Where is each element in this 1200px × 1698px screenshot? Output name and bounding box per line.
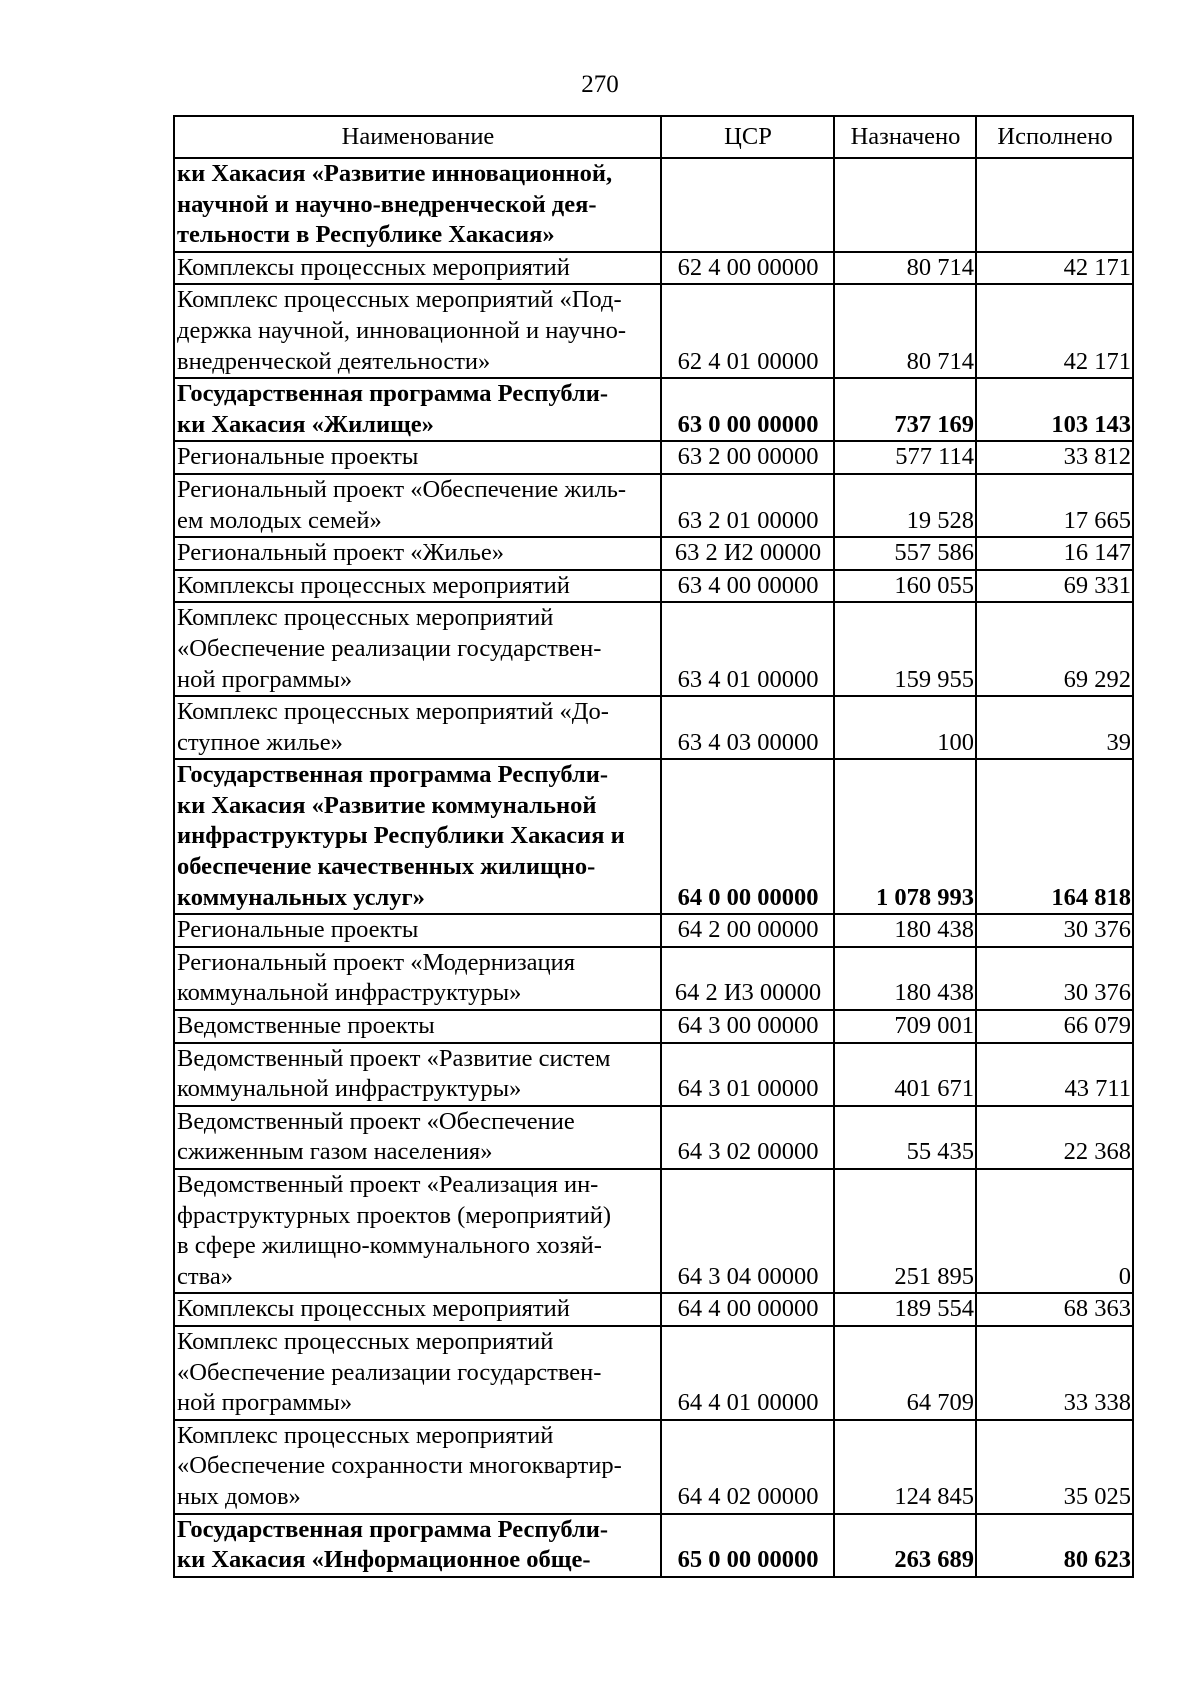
row-executed: 42 171 — [976, 284, 1133, 378]
row-csr: 63 2 01 00000 — [661, 474, 834, 537]
row-executed: 80 623 — [976, 1514, 1133, 1577]
table-row — [174, 914, 1133, 947]
row-name: Ведомственный проект «Обеспечение сжиженным газом населения» — [174, 1106, 661, 1169]
row-name: ки Хакасия «Развитие инновационной, научной и научно-внедренческой дея- тельности в Республике Хакасия» — [174, 158, 661, 252]
row-name: Ведомственный проект «Реализация ин- фраструктурных проектов (мероприятий) в сфере жилищно-коммунального хозяй- ства» — [174, 1169, 661, 1293]
row-executed: 69 331 — [976, 570, 1133, 603]
row-executed: 69 292 — [976, 602, 1133, 696]
row-name: Государственная программа Республи- ки Хакасия «Жилище» — [174, 378, 661, 441]
table-row — [174, 1169, 1133, 1293]
row-csr: 64 4 01 00000 — [661, 1326, 834, 1420]
row-planned: 55 435 — [834, 1106, 976, 1169]
row-planned: 160 055 — [834, 570, 976, 603]
table-row — [174, 252, 1133, 285]
row-executed: 68 363 — [976, 1293, 1133, 1326]
row-executed: 35 025 — [976, 1420, 1133, 1514]
row-planned: 737 169 — [834, 378, 976, 441]
table-row — [174, 158, 1133, 252]
table-row — [174, 1043, 1133, 1106]
row-name: Комплексы процессных мероприятий — [174, 570, 661, 603]
row-planned: 100 — [834, 696, 976, 759]
row-csr: 64 2 00 00000 — [661, 914, 834, 947]
header-row — [174, 116, 1133, 158]
row-planned: 124 845 — [834, 1420, 976, 1514]
row-csr: 64 4 02 00000 — [661, 1420, 834, 1514]
row-planned: 557 586 — [834, 537, 976, 570]
row-planned: 159 955 — [834, 602, 976, 696]
page-number: 270 — [581, 71, 619, 98]
row-csr: 62 4 00 00000 — [661, 252, 834, 285]
row-planned: 80 714 — [834, 252, 976, 285]
table-row — [174, 947, 1133, 1010]
header-executed: Исполнено — [976, 116, 1133, 158]
row-planned: 251 895 — [834, 1169, 976, 1293]
row-executed: 0 — [976, 1169, 1133, 1293]
row-planned: 180 438 — [834, 947, 976, 1010]
row-csr: 62 4 01 00000 — [661, 284, 834, 378]
row-planned: 263 689 — [834, 1514, 976, 1577]
row-executed: 39 — [976, 696, 1133, 759]
row-csr: 63 2 И2 00000 — [661, 537, 834, 570]
table-row — [174, 759, 1133, 914]
row-name: Региональный проект «Обеспечение жиль- ем молодых семей» — [174, 474, 661, 537]
row-planned — [834, 158, 976, 252]
row-csr: 64 3 01 00000 — [661, 1043, 834, 1106]
row-name: Комплекс процессных мероприятий «До- ступное жилье» — [174, 696, 661, 759]
table-row — [174, 1326, 1133, 1420]
row-name: Региональный проект «Жилье» — [174, 537, 661, 570]
row-planned: 189 554 — [834, 1293, 976, 1326]
row-planned: 1 078 993 — [834, 759, 976, 914]
row-csr: 64 3 00 00000 — [661, 1010, 834, 1043]
row-planned: 577 114 — [834, 441, 976, 474]
row-csr: 64 0 00 00000 — [661, 759, 834, 914]
table-row — [174, 284, 1133, 378]
table-row — [174, 441, 1133, 474]
row-planned: 180 438 — [834, 914, 976, 947]
row-csr: 65 0 00 00000 — [661, 1514, 834, 1577]
table-row — [174, 1010, 1133, 1043]
table-row — [174, 1106, 1133, 1169]
table-row — [174, 378, 1133, 441]
row-executed: 103 143 — [976, 378, 1133, 441]
table-row — [174, 602, 1133, 696]
row-csr: 64 3 04 00000 — [661, 1169, 834, 1293]
header-planned: Назначено — [834, 116, 976, 158]
row-name: Ведомственный проект «Развитие систем коммунальной инфраструктуры» — [174, 1043, 661, 1106]
row-name: Комплексы процессных мероприятий — [174, 252, 661, 285]
row-csr: 63 2 00 00000 — [661, 441, 834, 474]
row-name: Комплекс процессных мероприятий «Обеспечение реализации государствен- ной программы» — [174, 602, 661, 696]
row-executed: 33 338 — [976, 1326, 1133, 1420]
row-csr: 63 4 00 00000 — [661, 570, 834, 603]
table-row — [174, 474, 1133, 537]
row-name: Комплекс процессных мероприятий «Под- держка научной, инновационной и научно- внедренческой деятельности» — [174, 284, 661, 378]
row-executed: 30 376 — [976, 914, 1133, 947]
row-csr: 63 4 03 00000 — [661, 696, 834, 759]
row-planned: 401 671 — [834, 1043, 976, 1106]
row-planned: 19 528 — [834, 474, 976, 537]
table-row — [174, 1420, 1133, 1514]
row-executed: 33 812 — [976, 441, 1133, 474]
table-row — [174, 570, 1133, 603]
row-planned: 80 714 — [834, 284, 976, 378]
row-csr — [661, 158, 834, 252]
table-row — [174, 1293, 1133, 1326]
row-csr: 63 0 00 00000 — [661, 378, 834, 441]
row-planned: 709 001 — [834, 1010, 976, 1043]
row-csr: 64 2 И3 00000 — [661, 947, 834, 1010]
row-executed: 66 079 — [976, 1010, 1133, 1043]
row-name: Ведомственные проекты — [174, 1010, 661, 1043]
table-row — [174, 696, 1133, 759]
header-csr: ЦСР — [661, 116, 834, 158]
row-name: Региональные проекты — [174, 914, 661, 947]
row-name: Региональные проекты — [174, 441, 661, 474]
header-name: Наименование — [174, 116, 661, 158]
row-executed — [976, 158, 1133, 252]
row-csr: 64 4 00 00000 — [661, 1293, 834, 1326]
table-row — [174, 537, 1133, 570]
row-csr: 63 4 01 00000 — [661, 602, 834, 696]
budget-table — [173, 115, 1134, 1578]
row-executed: 43 711 — [976, 1043, 1133, 1106]
row-executed: 164 818 — [976, 759, 1133, 914]
row-name: Государственная программа Республи- ки Хакасия «Развитие коммунальной инфраструктуры Республики Хакасия и обеспечение качественных жилищно- коммунальных услуг» — [174, 759, 661, 914]
row-executed: 22 368 — [976, 1106, 1133, 1169]
row-name: Комплекс процессных мероприятий «Обеспечение сохранности многоквартир- ных домов» — [174, 1420, 661, 1514]
row-executed: 30 376 — [976, 947, 1133, 1010]
row-name: Комплексы процессных мероприятий — [174, 1293, 661, 1326]
row-name: Региональный проект «Модернизация коммунальной инфраструктуры» — [174, 947, 661, 1010]
table-body — [174, 158, 1133, 1577]
table-row — [174, 1514, 1133, 1577]
row-executed: 17 665 — [976, 474, 1133, 537]
row-name: Комплекс процессных мероприятий «Обеспечение реализации государствен- ной программы» — [174, 1326, 661, 1420]
row-executed: 16 147 — [976, 537, 1133, 570]
row-name: Государственная программа Республи- ки Хакасия «Информационное обще- — [174, 1514, 661, 1577]
row-executed: 42 171 — [976, 252, 1133, 285]
table-header — [174, 116, 1133, 158]
row-csr: 64 3 02 00000 — [661, 1106, 834, 1169]
row-planned: 64 709 — [834, 1326, 976, 1420]
